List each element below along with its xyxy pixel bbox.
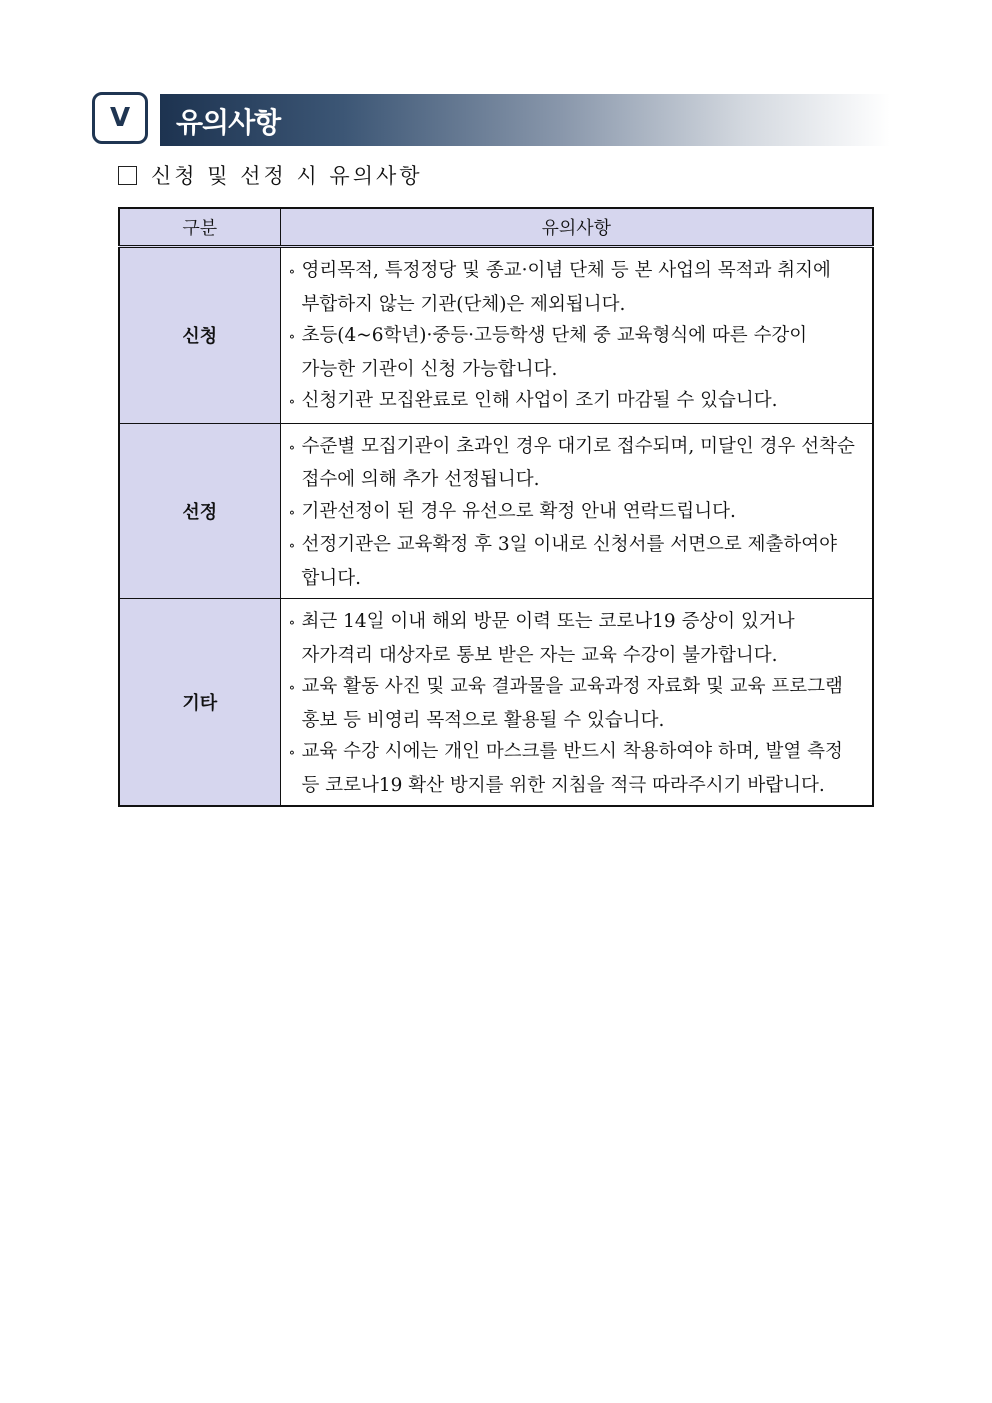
table-row [119,599,873,807]
note-text: 신청기관 모집완료로 인해 사업이 조기 마감될 수 있습니다. [301,390,778,411]
row-category: 신청 [119,247,280,424]
row-category: 선정 [119,423,280,599]
bullet-icon: ∘ [288,504,296,521]
note-text: 선정기관은 교육확정 후 3일 이내로 신청서를 서면으로 제출하여야 합니다. [301,534,837,589]
header-category: 구분 [119,208,280,247]
note-text: 수준별 모집기관이 초과인 경우 대기로 접수되며, 미달인 경우 선착순 접수에 의해 추가 선정됩니다. [301,435,855,490]
checkbox-icon [118,166,137,185]
note-text: 기관선정이 된 경우 유선으로 확정 안내 연락드립니다. [301,500,736,522]
table-row [119,247,873,424]
subheading [118,160,423,190]
bullet-icon: ∘ [288,439,296,456]
note-text: 영리목적, 특정정당 및 종교·이념 단체 등 본 사업의 목적과 취지에 부합하지 않는 기관(단체)은 제외됩니다. [301,260,831,315]
bullet-icon: ∘ [288,329,296,345]
row-notes [280,599,873,807]
note-item [289,255,861,320]
bullet-icon: ∘ [288,264,296,280]
bullet-icon: ∘ [288,615,296,631]
note-item [289,320,861,385]
note-text: 교육 수강 시에는 개인 마스크를 반드시 착용하여야 하며, 발열 측정 등 코로나19 확산 방지를 위한 지침을 적극 따라주시기 바랍니다. [301,741,843,796]
note-item [289,529,861,594]
subheading-text: 신청 및 선정 시 유의사항 [151,164,423,188]
section-title-bar [160,94,890,146]
row-notes [280,247,873,424]
notes-table [118,207,874,807]
note-item [289,606,861,671]
note-text: 초등(4~6학년)·중등·고등학생 단체 중 교육형식에 따른 수강이 가능한 기관이 신청 가능합니다. [301,325,808,380]
note-item [289,385,861,419]
bullet-icon: ∘ [288,538,296,554]
table-row [119,423,873,599]
bullet-icon: ∘ [288,745,296,761]
table-header-row [119,208,873,247]
bullet-icon: ∘ [288,680,296,696]
note-text: 교육 활동 사진 및 교육 결과물을 교육과정 자료화 및 교육 프로그램 홍보 등 비영리 목적으로 활용될 수 있습니다. [301,676,843,731]
section-title: 유의사항 [176,106,281,139]
header-notes: 유의사항 [280,208,873,247]
note-item [289,736,861,801]
note-item [289,496,861,530]
row-category: 기타 [119,599,280,807]
row-notes [280,423,873,599]
note-text: 최근 14일 이내 해외 방문 이력 또는 코로나19 증상이 있거나 자가격리 대상자로 통보 받은 자는 교육 수강이 불가합니다. [301,611,795,666]
section-number: V [92,92,148,144]
bullet-icon: ∘ [288,394,296,410]
note-item [289,431,861,496]
section-header [92,92,892,148]
note-item [289,671,861,736]
